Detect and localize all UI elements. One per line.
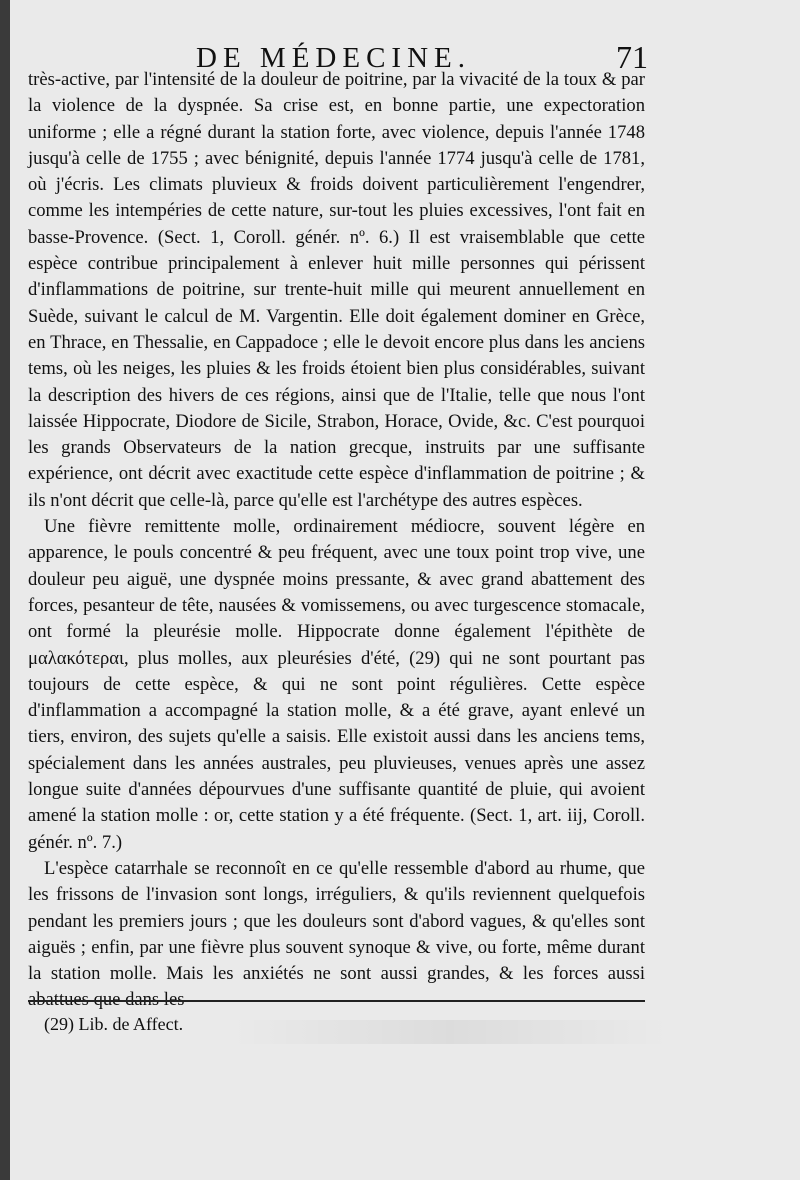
footnote: (29) Lib. de Affect. [44, 1014, 184, 1034]
running-head: DE MÉDECINE. [196, 42, 471, 74]
paragraph-1: très-active, par l'intensité de la douleur de poitrine, par la vivacité de la toux & par la violence de la dyspnée. Sa crise est, en bonne partie, une expectoration uniforme ; elle a régné durant la station forte, avec violence, depuis l'année 1748 jusqu'à celle de 1755 ; avec bénignité, depuis l'année 1774 jusqu'à celle de 1781, où j'écris. Les climats pluvieux & froids doivent particulièrement l'engendrer, comme les intempéries de cette nature, sur-tout les pluies excessives, l'ont fait en basse-Provence. (Sect. 1, Coroll. génér. nº. 6.) Il est vraisemblable que cette espèce contribue principalement à enlever huit mille personnes qui périssent d'inflammations de poitrine, sur trente-huit mille qui meurent annuellement en Suède, suivant le calcul de M. Vargentin. Elle doit également dominer en Grèce, en Thrace, en Thessalie, en Cappadoce ; elle le devoit encore plus dans les anciens tems, où les neiges, les pluies & les froids étoient bien plus considérables, suivant la description des hivers de ces régions, ainsi que de l'Italie, telle que nous l'ont laissée Hippocrate, Diodore de Sicile, Strabon, Horace, Ovide, &c. C'est pourquoi les grands Observateurs de la nation grecque, instruits par une suffisante expérience, ont décrit avec exactitude cette espèce d'inflammation de poitrine ; & ils n'ont décrit que celle-là, parce qu'elle est l'archétype des autres espèces. [28, 69, 645, 511]
paragraph-3: L'espèce catarrhale se reconnoît en ce qu'elle ressemble d'abord au rhume, que les frissons de l'invasion sont longs, irréguliers, & qu'ils reviennent quelquefois pendant les premiers jours ; que les douleurs sont d'abord vagues, & qu'elles sont aiguës ; enfin, par une fièvre plus souvent synoque & vive, ou forte, même durant la station molle. Mais les anxiétés ne sont aussi grandes, & les forces aussi abattues que dans les [28, 857, 645, 1011]
footnote-rule [28, 1000, 645, 1002]
main-text [28, 67, 645, 1014]
page-number: 71 [616, 39, 648, 75]
paragraph-2: Une fièvre remittente molle, ordinairement médiocre, souvent légère en apparence, le pouls concentré & peu fréquent, avec une toux point trop vive, une douleur peu aiguë, une dyspnée moins pressante, & avec grand abattement des forces, pesanteur de tête, nausées & vomissemens, ou avec turgescence stomacale, ont formé la pleurésie molle. Hippocrate donne également l'épithète de μαλακότεραι, plus molles, aux pleurésies d'été, (29) qui ne sont pourtant pas toujours de cette espèce, & qui ne sont point régulières. Cette espèce d'inflammation a accompagné la station molle, & a été grave, ayant enlevé un tiers, environ, des sujets qu'elle a saisis. Elle existoit aussi dans les anciens tems, spécialement dans les années australes, peu pluvieuses, venues après une assez longue suite d'années dépourvues d'une suffisante quantité de pluie, qui avoient amené la station molle : or, cette station y a été fréquente. (Sect. 1, art. iij, Coroll. génér. nº. 7.) [28, 516, 645, 853]
show-through-bleed [230, 1020, 670, 1044]
page-gutter-shadow [0, 0, 10, 1180]
page-header [196, 30, 800, 75]
